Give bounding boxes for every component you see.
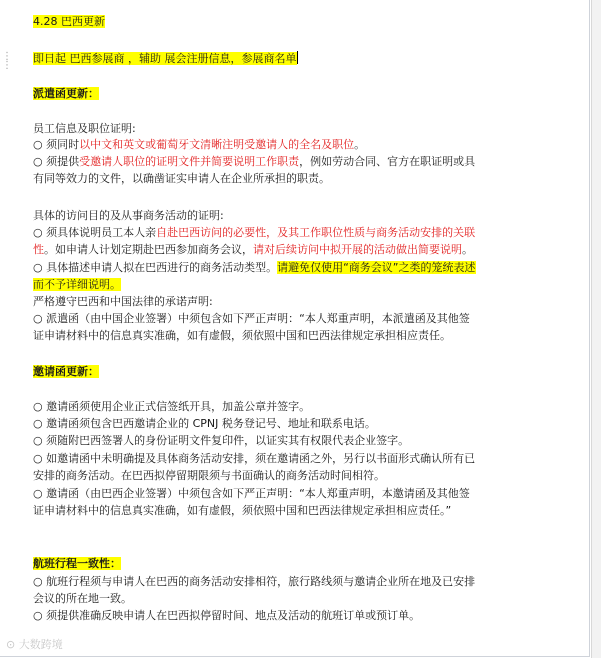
list-item: ○ 邀请函须使用企业正式信签纸开具，加盖公章并签字。	[33, 400, 311, 413]
list-item-continued: 证申请材料中的信息真实准确，如有虚假，须依照中国和巴西法律规定承担相应责任。	[33, 329, 451, 342]
list-item: ○ 邀请函（由巴西企业签署）中须包含如下严正声明：“本人郑重声明，本邀请函及其他签	[33, 487, 470, 500]
section-title-dispatch: 派遣函更新：	[33, 87, 99, 100]
watermark: ⊙ 大数跨境	[6, 638, 63, 651]
list-item-continued: 有同等效力的文件，以确凿证实申请人在企业所承担的职责。	[33, 172, 330, 185]
list-item: ○ 须提供准确反映申请人在巴西拟停留时间、地点及活动的航班订单或预订单。	[33, 609, 421, 622]
visit-purpose-title: 具体的访问目的及从事商务活动的证明:	[33, 209, 224, 222]
commitment-title: 严格遵守巴西和中国法律的承诺声明:	[33, 295, 213, 308]
list-item: ○ 具体描述申请人拟在巴西进行的商务活动类型。请避免仅使用“商务会议”之类的笼统表述	[33, 261, 476, 274]
vertical-scrollbar[interactable]	[591, 0, 601, 658]
list-item-continued: 安排的商务活动。在巴西拟停留期限须与书面确认的商务活动时间相符。	[33, 469, 385, 482]
section-title-invitation: 邀请函更新：	[33, 365, 99, 378]
list-item: ○ 须提供受邀请人职位的证明文件并简要说明工作职责，例如劳动合同、官方在职证明或具	[33, 155, 476, 168]
list-item: ○ 如邀请函中未明确提及具体商务活动安排，须在邀请函之外，另行以书面形式确认所有已	[33, 452, 476, 465]
list-item-continued: 证申请材料中的信息真实准确，如有虚假，须依照中国和巴西法律规定承担相应责任。”	[33, 504, 452, 517]
list-item: ○ 须随附巴西签署人的身份证明文件复印件，以证实其有权限代表企业签字。	[33, 434, 410, 447]
list-item: ○ 派遣函（由中国企业签署）中须包含如下严正声明：“本人郑重声明，本派遣函及其他签	[33, 312, 470, 325]
heading: 4.28 巴西更新	[33, 15, 105, 28]
list-item-continued: 性。如申请人计划定期赴巴西参加商务会议，请对后续访问中拟开展的活动做出简要说明。	[33, 243, 473, 256]
section-title-flight: 航班行程一致性：	[33, 557, 121, 570]
list-item: ○ 须同时以中文和英文或葡萄牙文清晰注明受邀请人的全名及职位。	[33, 138, 366, 151]
list-item: ○ 航班行程须与申请人在巴西的商务活动安排相符，旅行路线须与邀请企业所在地及已安排	[33, 575, 476, 588]
drag-handle-icon[interactable]: ⋮ ⋮	[2, 51, 12, 71]
text-cursor	[297, 51, 298, 64]
list-item-continued: 会议的所在地一致。	[33, 592, 132, 605]
notice: 即日起 巴西参展商 ，辅助 展会注册信息，参展商名单	[33, 52, 297, 65]
watermark-logo-icon: ⊙	[6, 638, 16, 651]
employee-info-title: 员工信息及职位证明:	[33, 122, 136, 135]
list-item: ○ 须具体说明员工本人亲自赴巴西访问的必要性，及其工作职位性质与商务活动安排的关联	[33, 226, 476, 239]
list-item-continued: 而不予详细说明。	[33, 278, 121, 291]
list-item: ○ 邀请函须包含巴西邀请企业的 CPNJ 税务登记号、地址和联系电话。	[33, 417, 376, 430]
